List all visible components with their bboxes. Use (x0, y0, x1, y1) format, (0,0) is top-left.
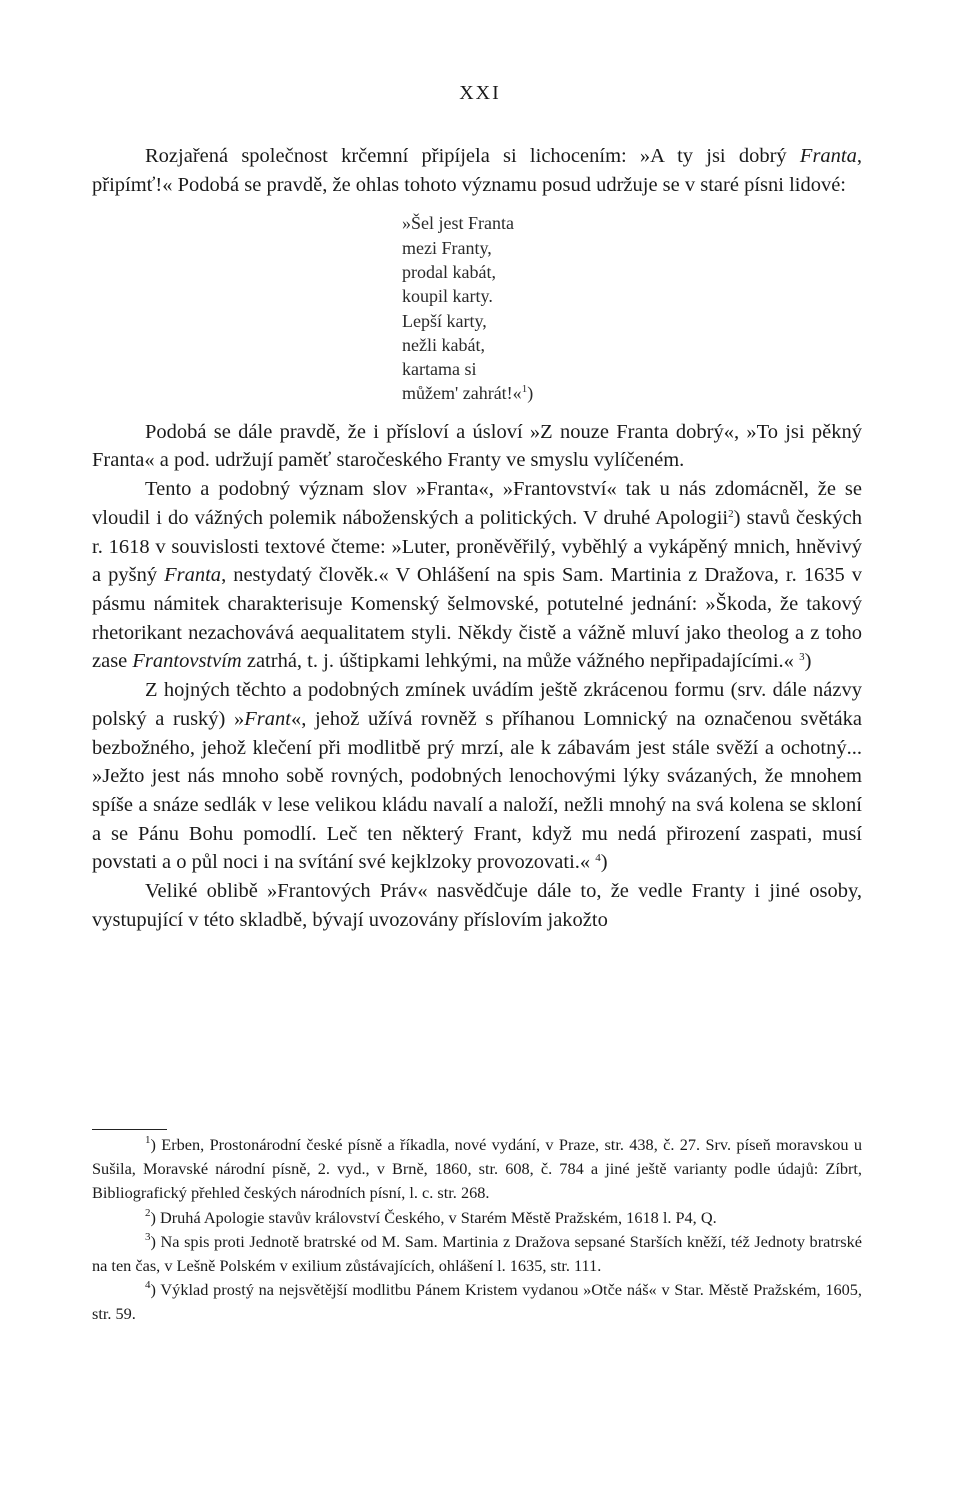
footnote-ref: 4 (595, 852, 601, 865)
italic-word: Frantovstvím (132, 650, 242, 673)
verse-line: koupil karty. (402, 286, 493, 307)
footnote-1: $^1$) Erben, Prostonárodní české písně a říkadla, nové vydání, v Praze, str. 438, č. 27. Srv. píseň moravskou u Sušila, Moravské národní písně, 2. vyd., v Brně, 1860, str. 608, č. 784 a jiné ještě varianty podle údajů: Zíbrt, Bibliografický přehled českých národních písní, l. c. str. 268. (92, 1134, 862, 1203)
verse-line: prodal kabát, (402, 262, 496, 282)
paragraph-1-italic: Franta (799, 145, 857, 167)
paragraph-2: Podobá se dále pravdě, že i přísloví a úsloví »Z nouze Franta dobrý«, »To jsi pěkný Franta« a pod. udržují paměť staročeského Franty ve smyslu vylíčeném. (92, 420, 862, 472)
verse-line: kartama si (402, 359, 477, 380)
footnote-4: $^4$) Výklad prostý na nejsvětější modlitbu Pánem Kristem vydanou »Otče náš« v Star. Městě Pražském, 1605, str. 59. (92, 1279, 862, 1324)
paragraph-1-text: Rozjařená společnost krčemní připíjela si lichocením: »A ty jsi dobrý (145, 145, 800, 167)
italic-word: Franta (164, 564, 222, 587)
paragraph-4: Z hojných těchto a podobných zmínek uvádím ještě zkrácenou formu (srv. dále názvy polský a ruský) »Frant«, jehož užívá rovněž s příhanou Lomnický na označenou světáka bezbožného, jehož klečení při modlitbě prý mrzí, ale k zábavám jest stále svěží a ochotný... »Ježto jest nás mnoho sobě rovných, podobných lenochovými lýky svázaných, že mnohem spíše a snáze sedlák v lese velikou kládu navalí a naloží, nežli mnohý na svá kolena se skloní a se Pánu Bohu pomodlí. Leč ten některý Frant, když mu nedá přirození zaspati, musí povstati a o půl noci i na svítání své kejklzoky provozovati.« $^4$) (92, 679, 862, 874)
verse-line: »Šel jest Franta (402, 213, 514, 234)
verse-line-last: můžem' zahrát!«$^1$) (402, 383, 534, 404)
verse-line: mezi Franty, (402, 237, 492, 258)
paragraph-1-text-end: , připímť!« Podobá se pravdě, že ohlas tohoto významu posud udržuje se v staré písni lidové: (92, 145, 862, 196)
verse-line: Lepší karty, (402, 310, 487, 331)
verse-line: nežli kabát, (402, 334, 485, 355)
footnote-divider (92, 1129, 167, 1130)
footnotes (92, 1133, 862, 1327)
italic-word: Frant (244, 707, 291, 730)
paragraph-1 (92, 142, 862, 199)
page-number: XXI (459, 82, 501, 104)
body-text (92, 142, 862, 934)
footnote-ref: 3 (799, 651, 805, 664)
folk-song-verse (402, 211, 862, 405)
footnote-ref: 2 (728, 507, 734, 520)
footnote-2: $^2$) Druhá Apologie stavův království Českého, v Starém Městě Pražském, 1618 l. P4, Q. (145, 1206, 717, 1227)
paragraph-5: Veliké oblibě »Frantových Práv« nasvědčuje dále to, že vedle Franty i jiné osoby, vystupující v této skladbě, bývají uvozovány příslovím jakožto (92, 880, 862, 931)
footnote-ref: 1 (521, 383, 528, 396)
footnote-3: $^3$) Na spis proti Jednotě bratrské od M. Sam. Martinia z Dražova sepsané Starších kněží, též Jednoty bratrské na ten čas, v Lešně Polském v exilium zůstávajících, ohlášení l. 1635, str. 111. (92, 1230, 862, 1276)
paragraph-3: Tento a podobný význam slov »Franta«, »Frantovství« tak u nás zdomácněl, že se vloudil i do vážných polemik náboženských a politických. V druhé Apologii$^2$) stavů českých r. 1618 v souvislosti textové čteme: »Luter, proněvěřilý, vyběhlý a vykápěný mnich, hněvivý a pyšný Franta, nestydatý člověk.« V Ohlášení na spis Sam. Martinia z Dražova, r. 1635 v pásmu námitek charakterisuje Komenský šelmovské, potutelné jednání: »Škoda, že takový rhetorikant nezachovává aequalitatem styli. Někdy čistě a vážně mluví jako theolog a z toho zase Frantovstvím zatrhá, t. j. úštipkami lehkými, na může vážného nepřipadajícími.« $^3$) (92, 478, 863, 673)
